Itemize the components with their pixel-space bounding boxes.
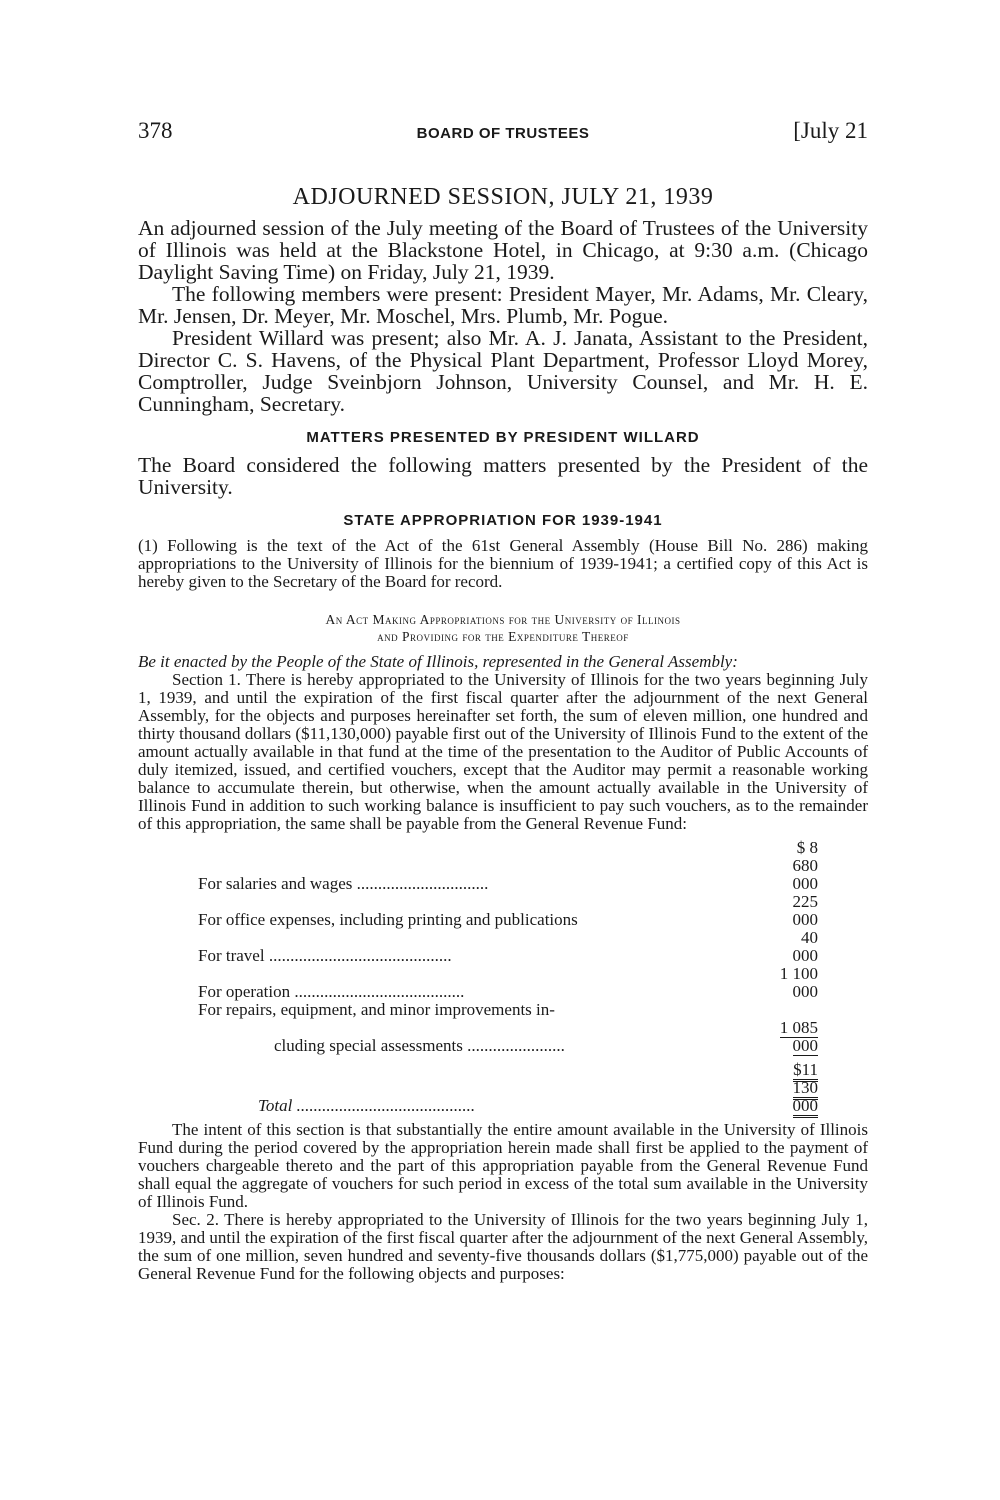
section2-text: Sec. 2. There is hereby appropriated to the University of Illinois for the two years beginning July 1, 1939, and until the expiration of the first fiscal quarter after the adjournment of the next General Assembly, the sum of one million, seven hundred and seventy-five thousands dollars ($1,775,000) payable out of the General Revenue Fund for the following objects and purposes: bbox=[138, 1210, 868, 1283]
total-label: Total .......................................... bbox=[258, 1096, 476, 1115]
running-date: [July 21 bbox=[793, 118, 868, 143]
attendees-paragraph: President Willard was present; also Mr. A. J. Janata, Assistant to the President, Director C. S. Havens, of the Physical Plant Department, Professor Lloyd Morey, Comptroller, Judge Sveinbjorn Johnson, University Counsel, and Mr. H. E. Cunningham, Secretary. bbox=[138, 326, 868, 416]
item-label: For office expenses, including printing and publications bbox=[198, 910, 578, 929]
intro-block bbox=[138, 217, 868, 415]
table-row bbox=[198, 1001, 818, 1019]
table-row bbox=[198, 965, 818, 1001]
item-label: For operation ........................................ bbox=[198, 982, 465, 1001]
state-approp-block bbox=[138, 537, 868, 591]
section1-text: Section 1. There is hereby appropriated to the University of Illinois for the two years beginning July 1, 1939, and until the expiration of the first fiscal quarter after the adjournment of the next General Assembly, for the objects and purposes hereinafter set forth, the sum of eleven million, one hundred and thirty thousand dollars ($11,130,000) payable first out of the University of Illinois Fund to the extent of the amount actually available in that fund at the time of the presentation to the Auditor of Public Accounts of duly itemized, issued, and certified vouchers, except that the Auditor may permit a reasonable working balance to accumulate therein, but otherwise, when the amount actually available in the University of Illinois Fund in addition to such working balance is insufficient to pay such vouchers, as to the remainder of this appropriation, the same shall be payable from the General Revenue Fund: bbox=[138, 670, 868, 833]
intent-text: The intent of this section is that substantially the entire amount available in the University of Illinois Fund during the period covered by the appropriation herein made shall first be applied to the payment of vouchers chargeable thereto and the part of this appropriation payable from the General Revenue Fund shall equal the aggregate of vouchers for such period in excess of the total sum available in the University of Illinois Fund. bbox=[138, 1120, 868, 1211]
item-amount: 1 100 000 bbox=[779, 964, 818, 1001]
item-amount: 1 085 000 bbox=[779, 1018, 818, 1055]
state-approp-text: (1) Following is the text of the Act of the 61st General Assembly (House Bill No. 286) making appropriations to the University of Illinois for the biennium of 1939-1941; a certified copy of this Act is hereby given to the Secretary of the Board for record. bbox=[138, 536, 868, 591]
section1-block bbox=[138, 671, 868, 833]
matters-heading: MATTERS PRESENTED BY PRESIDENT WILLARD bbox=[306, 429, 700, 446]
item-amount: $ 8 680 000 bbox=[792, 838, 818, 893]
act-title-line1: An Act Making Appropriations for the University of Illinois bbox=[325, 612, 681, 627]
item-amount: 40 000 bbox=[792, 928, 818, 965]
document-page bbox=[138, 118, 868, 1283]
item-amount bbox=[774, 1001, 818, 1019]
state-approp-heading: STATE APPROPRIATION FOR 1939-1941 bbox=[343, 512, 663, 529]
item-label: For repairs, equipment, and minor improvements in- bbox=[198, 1000, 555, 1019]
item-label: cluding special assessments ....................... bbox=[274, 1036, 565, 1055]
act-title-line2: and Providing for the Expenditure Thereof bbox=[377, 629, 629, 644]
table-row bbox=[198, 839, 818, 893]
page-number: 378 bbox=[138, 118, 173, 143]
matters-text: The Board considered the following matters presented by the President of the University. bbox=[138, 453, 868, 499]
appropriation-table bbox=[198, 839, 818, 1115]
table-row bbox=[198, 1019, 818, 1055]
session-title: ADJOURNED SESSION, JULY 21, 1939 bbox=[292, 184, 714, 210]
running-title: BOARD OF TRUSTEES bbox=[416, 125, 590, 142]
item-label: For salaries and wages ............................... bbox=[198, 874, 489, 893]
item-amount: 225 000 bbox=[792, 892, 818, 929]
total-row bbox=[198, 1055, 818, 1115]
table-row bbox=[198, 893, 818, 929]
table-row bbox=[198, 929, 818, 965]
intent-block bbox=[138, 1121, 868, 1283]
total-amount: $11 130 000 bbox=[793, 1060, 819, 1118]
act-title bbox=[138, 611, 868, 645]
running-header bbox=[138, 118, 868, 144]
intro-paragraph: An adjourned session of the July meeting of the Board of Trustees of the University of Illinois was held at the Blackstone Hotel, in Chicago, at 9:30 a.m. (Chicago Daylight Saving Time) on Friday, July 21, 1939. bbox=[138, 216, 868, 284]
enacting-clause: Be it enacted by the People of the State of Illinois, represented in the General Assembly: bbox=[138, 652, 738, 671]
item-label: For travel ........................................... bbox=[198, 946, 452, 965]
matters-block bbox=[138, 454, 868, 498]
members-paragraph: The following members were present: President Mayer, Mr. Adams, Mr. Cleary, Mr. Jensen, Dr. Meyer, Mr. Moschel, Mrs. Plumb, Mr. Pogue. bbox=[138, 282, 868, 328]
